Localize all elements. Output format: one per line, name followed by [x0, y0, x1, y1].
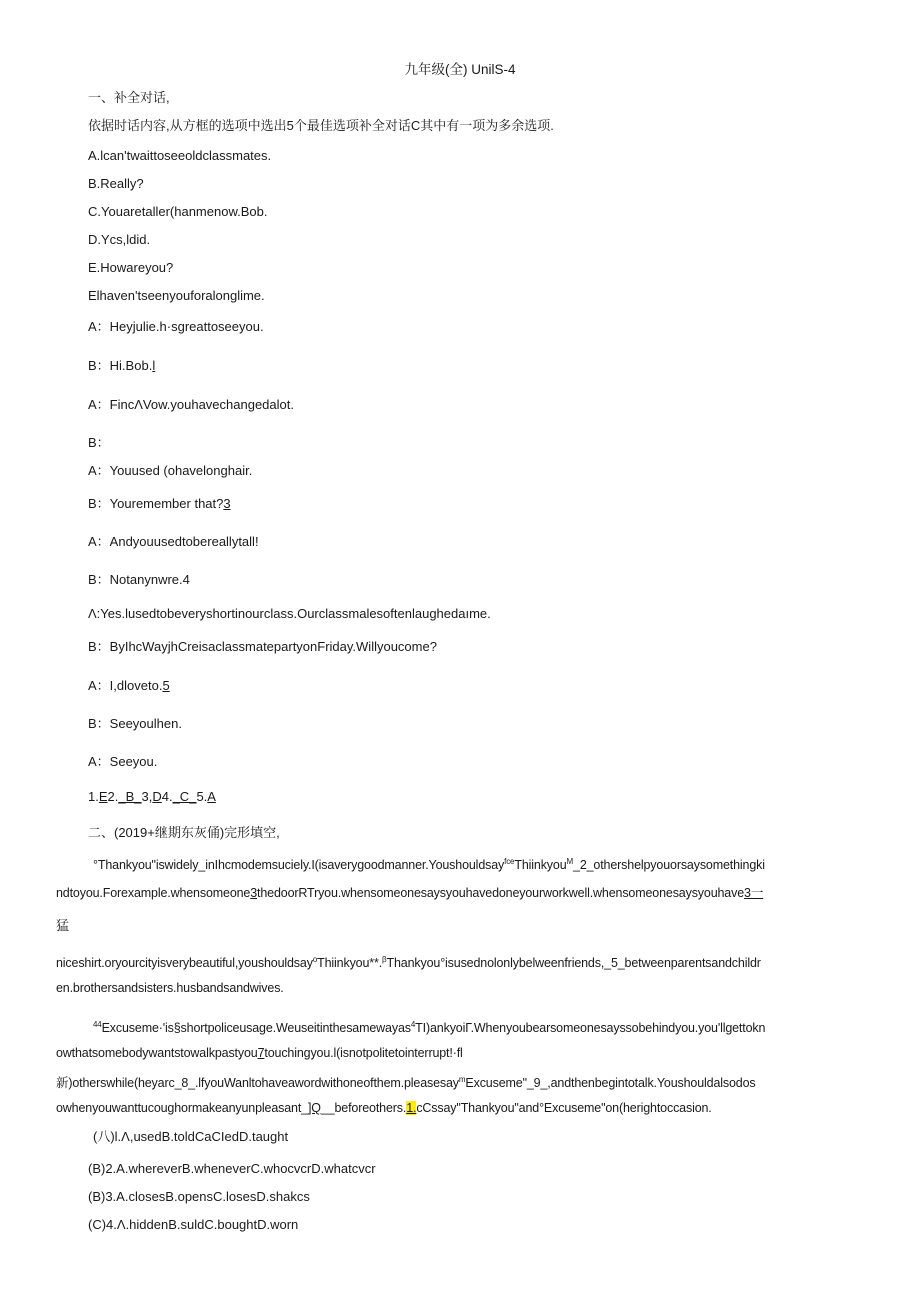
blank-3: 3 [223, 496, 231, 511]
blank: 3一 [744, 886, 764, 900]
dialogue-line [88, 638, 437, 656]
sup: β [382, 955, 387, 964]
dialogue-line [88, 318, 264, 336]
answer-value: _B_ [118, 789, 142, 804]
cloze-para1-line5: en.brothersandsisters.husbandsandwives. [56, 981, 284, 995]
speaker: A： [88, 463, 110, 478]
blank: 7 [257, 1046, 265, 1060]
highlighted-blank: 1. [406, 1101, 417, 1115]
answer-num: 2. [107, 789, 119, 804]
sup: m [458, 1075, 466, 1084]
blank: ]Q [307, 1101, 321, 1115]
sup: fce [504, 857, 515, 866]
dialogue-line [88, 533, 259, 551]
dialogue-line [88, 571, 190, 589]
sup: o [312, 955, 318, 964]
dialogue-text: I,dloveto. [109, 678, 163, 693]
text: 新)otherswhile(heyarc_8_.lfyouWanltohaveawordwithoneofthem.pleasesay [56, 1076, 459, 1091]
option-c: C.Youaretaller(hanmenow.Bob. [88, 204, 268, 219]
dialogue-text: Notanynwre.4 [109, 572, 190, 587]
text: Excuseme"_9_,andthenbegintotalk.Youshouldalsodos [465, 1076, 756, 1091]
option-b: B.Really? [88, 176, 144, 191]
speaker: A： [88, 534, 110, 549]
dialogue-text: Seeyoulhen. [109, 716, 182, 731]
text: Thiinkyou [514, 858, 567, 873]
answer-num: 5. [196, 789, 208, 804]
option-e: E.Howareyou? [88, 260, 174, 275]
speaker: B： [88, 572, 110, 587]
answer-value: E [98, 789, 108, 804]
question-4: (C)4.Λ.hiddenB.suldC.boughtD.worn [88, 1217, 299, 1232]
speaker: A： [88, 754, 110, 769]
dialogue-line [88, 677, 170, 695]
answer-num: 4. [161, 789, 173, 804]
blank: 3 [250, 886, 258, 900]
cloze-para1-line2 [56, 884, 763, 902]
answer-value: A [207, 789, 216, 804]
cloze-para2-line4 [56, 1099, 712, 1117]
page-title: 九年级(全) UnilS-4 [404, 62, 516, 77]
dialogue-text: Youremember that? [109, 496, 224, 511]
answer-key [88, 788, 216, 806]
speaker: B： [88, 639, 110, 654]
dialogue-line [88, 753, 157, 771]
section1-heading: 一、补全对话, [88, 90, 170, 105]
dialogue-line [88, 462, 252, 480]
speaker: A： [88, 319, 110, 334]
dialogue-text: Hi.Bob. [109, 358, 153, 373]
text: °Thankyou"iswidely_inIhcmodemsuciely.I(isaverygoodmanner.Youshouldsay [93, 858, 505, 873]
speaker: B： [88, 435, 110, 450]
blank-5: 5 [162, 678, 170, 693]
text: __beforeothers. [320, 1101, 407, 1115]
speaker: B： [88, 496, 110, 511]
text: thedoorRTryou.whensomeonesaysyouhavedoneyourworkwell.whensomeonesaysyouhave [257, 886, 745, 900]
text: ndtoyou.Forexample.whensomeone [56, 886, 251, 900]
sup: M [566, 857, 574, 866]
dialogue-text: Youused (ohavelonghair. [109, 463, 253, 478]
text: Thiinkyou**. [317, 956, 383, 971]
cloze-para2-line1 [93, 1016, 765, 1037]
answer-value: D [152, 789, 162, 804]
question-3: (B)3.A.closesB.opensC.losesD.shakcs [88, 1189, 310, 1204]
dialogue-text: Heyjulie.h·sgreattoseeyou. [109, 319, 264, 334]
dialogue-line [88, 715, 182, 733]
dialogue-line [88, 434, 110, 452]
dialogue-line [88, 605, 491, 623]
cloze-para2-line3 [56, 1071, 755, 1092]
sup: 44 [93, 1020, 102, 1029]
question-1: (八)l.Λ,usedB.toldCaCIedD.taught [93, 1129, 289, 1144]
speaker: A： [88, 397, 110, 412]
speaker: A： [88, 678, 110, 693]
section1-instruction: 依据时话内容,从方框的选项中选出5个最佳选项补全对话C其中有一项为多余选项. [88, 118, 554, 133]
sup: 4 [410, 1020, 416, 1029]
answer-num: 1. [88, 789, 99, 804]
text: niceshirt.oryourcityisverybeautiful,youshouldsay [56, 956, 313, 971]
dialogue-text: ByIhcWayjhCreisaclassmatepartyonFriday.Willyoucome? [109, 639, 437, 654]
cloze-para2-line2 [56, 1044, 463, 1062]
text: owthatsomebodywantstowalkpastyou [56, 1046, 258, 1060]
option-d: D.Ycs,ldid. [88, 232, 151, 247]
text: TI)ankyoiΓ.Whenyoubearsomeonesayssobehindyou.you'llgettokn [415, 1021, 766, 1036]
speaker: B： [88, 358, 110, 373]
option-f: Elhaven'tseenyouforalonglime. [88, 288, 265, 303]
blank-1: l [152, 358, 156, 373]
dialogue-line [88, 357, 155, 375]
speaker: B： [88, 716, 110, 731]
dialogue-text: FincΛVow.youhavechangedalot. [109, 397, 294, 412]
text: cCssay"Thankyou"and°Excuseme"on(herightoccasion. [416, 1101, 712, 1115]
text: Excuseme·'is§shortpoliceusage.Weuseitinthesamewayas [101, 1021, 411, 1036]
dialogue-text: Seeyou. [109, 754, 158, 769]
section2-heading: 二、(2019+继期东灰俑)完形填空, [88, 825, 280, 840]
dialogue-line [88, 495, 231, 513]
answer-value: _C_ [172, 789, 197, 804]
cloze-para1-line3: 猛 [56, 918, 70, 933]
question-2: (B)2.A.whereverB.wheneverC.whocvcrD.whatcvcr [88, 1161, 376, 1176]
speaker: Λ: [88, 606, 101, 621]
option-a: A.lcan'twaittoseeoldclassmates. [88, 148, 272, 163]
text: _2_othershelpyouorsaysomethingki [573, 858, 765, 873]
dialogue-text: Yes.lusedtobeveryshortinourclass.Ourclassmalesoftenlaughedaıme. [100, 606, 491, 621]
answer-num: 3, [141, 789, 153, 804]
dialogue-text: Andyouusedtobereallytall! [109, 534, 259, 549]
dialogue-line [88, 396, 294, 414]
text: Thankyou°isusednolonlybelweenfriends,_5_betweenparentsandchildr [386, 956, 761, 971]
text: touchingyou.l(isnotpolitetointerrupt!·fl [264, 1046, 463, 1060]
cloze-para1-line1 [93, 853, 765, 874]
cloze-para1-line4 [56, 951, 761, 972]
text: owhenyouwanttucoughormakeanyunpleasant_ [56, 1101, 308, 1115]
